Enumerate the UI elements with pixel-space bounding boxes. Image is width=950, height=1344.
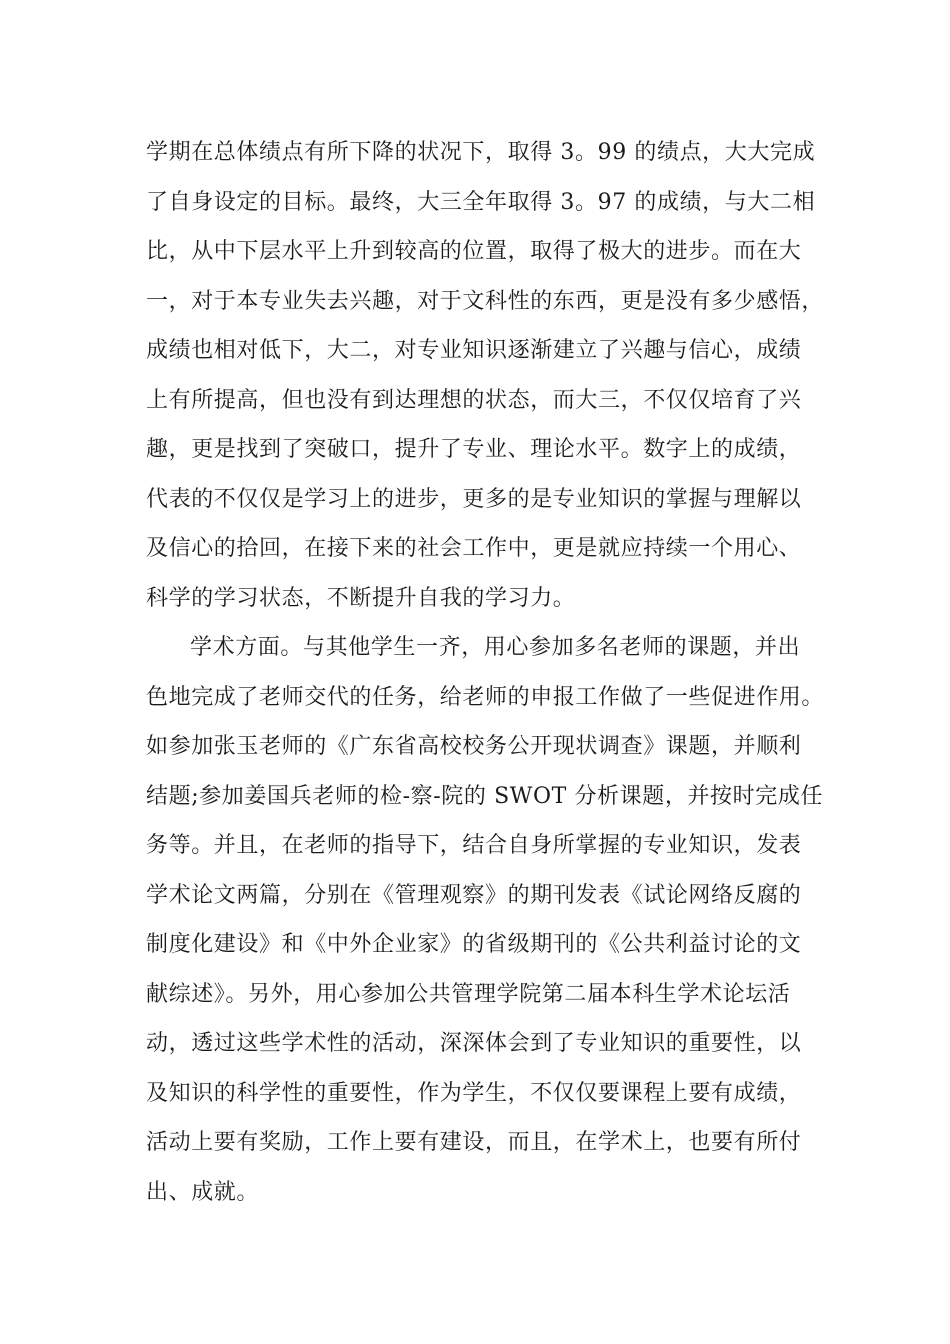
text-line: 制度化建设》和《中外企业家》的省级期刊的《公共利益讨论的文 (146, 932, 802, 957)
text-line: 科学的学习状态，不断提升自我的学习力。 (146, 585, 576, 611)
text-line: 比，从中下层水平上升到较高的位置，取得了极大的进步。而在大 (146, 239, 802, 264)
text-line: 如参加张玉老师的《广东省高校校务公开现状调查》课题，并顺利 (146, 734, 802, 759)
text-line: 出、成就。 (146, 1179, 260, 1205)
text-line: 学术方面。与其他学生一齐，用心参加多名老师的课题，并出 (190, 635, 801, 660)
paragraph-academic (146, 623, 826, 1217)
text-line: 结题;参加姜国兵老师的检-察-院的 SWOT 分析课题，并按时完成任 (146, 783, 824, 809)
text-line: 活动上要有奖励，工作上要有建设，而且，在学术上，也要有所付 (146, 1130, 802, 1155)
text-line: 学术论文两篇，分别在《管理观察》的期刊发表《试论网络反腐的 (146, 882, 802, 908)
text-line: 趣，更是找到了突破口，提升了专业、理论水平。数字上的成绩， (146, 437, 802, 462)
text-line: 上有所提高，但也没有到达理想的状态，而大三，不仅仅培育了兴 (146, 387, 802, 413)
document-body (146, 128, 826, 1217)
text-line: 及知识的科学性的重要性，作为学生，不仅仅要课程上要有成绩， (146, 1080, 802, 1106)
text-line: 及信心的拾回，在接下来的社会工作中，更是就应持续一个用心、 (146, 536, 802, 561)
text-line: 献综述》。另外，用心参加公共管理学院第二届本科生学术论坛活 (146, 981, 791, 1007)
text-line: 动，透过这些学术性的活动，深深体会到了专业知识的重要性，以 (146, 1031, 802, 1056)
paragraph-gpa (146, 128, 826, 623)
text-line: 代表的不仅仅是学习上的进步，更多的是专业知识的掌握与理解以 (146, 486, 802, 512)
text-line: 了自身设定的目标。最终，大三全年取得 3。97 的成绩，与大二相 (146, 189, 816, 215)
text-line: 务等。并且，在老师的指导下，结合自身所掌握的专业知识，发表 (146, 833, 802, 858)
text-line: 学期在总体绩点有所下降的状况下，取得 3。99 的绩点，大大完成 (146, 140, 816, 165)
text-line: 成绩也相对低下，大二，对专业知识逐渐建立了兴趣与信心，成绩 (146, 338, 802, 363)
text-line: 一，对于本专业失去兴趣，对于文科性的东西，更是没有多少感悟， (146, 288, 825, 314)
text-line: 色地完成了老师交代的任务，给老师的申报工作做了一些促进作用。 (146, 684, 825, 710)
